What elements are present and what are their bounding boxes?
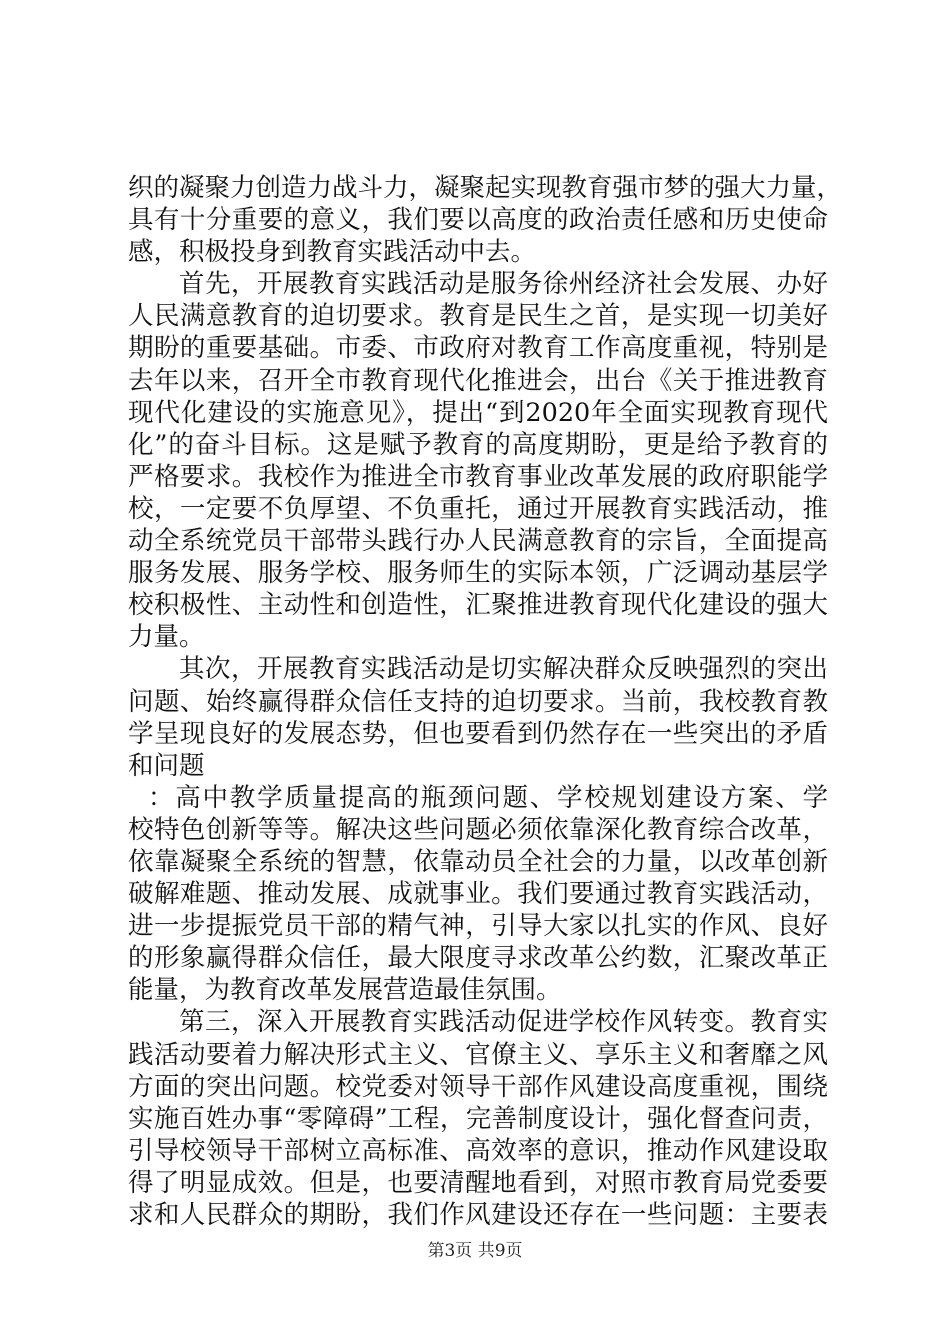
text-line: 第三，深入开展教育实践活动促进学校作风转变。教育实 [179,1007,828,1038]
page-footer: 第3页 共9页 [427,1241,523,1261]
text-line: 织的凝聚力创造力战斗力，凝聚起实现教育强市梦的强大力量， [128,173,843,203]
text-line: 服务发展、服务学校、服务师生的实际本领，广泛调动基层学 [128,558,828,589]
text-line: 践活动要着力解决形式主义、官僚主义、享乐主义和奢靡之风 [128,1039,828,1070]
text-line: 实施百姓办事“零障碍”工程，完善制度设计，强化督查问责， [128,1103,828,1134]
text-line: 去年以来，召开全市教育现代化推进会，出台《关于推进教育 [128,365,828,396]
text-line: 校，一定要不负厚望、不负重托，通过开展教育实践活动，推 [128,493,828,524]
text-line: 能量，为教育改革发展营造最佳氛围。 [128,975,562,1006]
text-line: 化”的奋斗目标。这是赋予教育的高度期盼，更是给予教育的 [128,429,828,460]
text-line: 首先，开展教育实践活动是服务徐州经济社会发展、办好 [179,269,828,300]
text-line: 校积极性、主动性和创造性，汇聚推进教育现代化建设的强大 [128,590,828,621]
text-line: 依靠凝聚全系统的智慧，依靠动员全社会的力量，以改革创新 [128,846,828,877]
text-line: 学呈现良好的发展态势，但也要看到仍然存在一些突出的矛盾 [128,718,828,749]
text-line: 校特色创新等等。解决这些问题必须依靠深化教育综合改革， [128,814,828,845]
document-body [128,172,843,1231]
text-line: 问题、始终赢得群众信任支持的迫切要求。当前，我校教育教 [128,686,828,717]
text-line: 感，积极投身到教育实践活动中去。 [128,237,537,268]
text-line: 现代化建设的实施意见》，提出“到2020年全面实现教育现代 [128,397,828,428]
text-line: ：高中教学质量提高的瓶颈问题、学校规划建设方案、学 [148,782,828,813]
text-line: 引导校领导干部树立高标准、高效率的意识，推动作风建设取 [128,1135,828,1166]
text-line: 进一步提振党员干部的精气神，引导大家以扎实的作风、良好 [128,911,828,942]
text-line: 严格要求。我校作为推进全市教育事业改革发展的政府职能学 [128,461,828,492]
text-line: 动全系统党员干部带头践行办人民满意教育的宗旨，全面提高 [128,526,828,557]
text-line: 求和人民群众的期盼，我们作风建设还存在一些问题：主要表 [128,1200,828,1230]
text-line: 得了明显成效。但是，也要清醒地看到，对照市教育局党委要 [128,1167,828,1198]
text-line: 方面的突出问题。校党委对领导干部作风建设高度重视，围绕 [128,1071,828,1102]
text-line: 的形象赢得群众信任，最大限度寻求改革公约数，汇聚改革正 [128,943,828,974]
text-line: 力量。 [128,622,205,653]
text-line: 破解难题、推动发展、成就事业。我们要通过教育实践活动， [128,879,828,910]
text-line: 人民满意教育的迫切要求。教育是民生之首，是实现一切美好 [128,301,828,332]
text-line: 其次，开展教育实践活动是切实解决群众反映强烈的突出 [179,654,828,685]
text-line: 期盼的重要基础。市委、市政府对教育工作高度重视，特别是 [128,333,828,364]
text-line: 具有十分重要的意义，我们要以高度的政治责任感和历史使命 [128,205,828,236]
text-line: 和问题 [128,750,205,781]
